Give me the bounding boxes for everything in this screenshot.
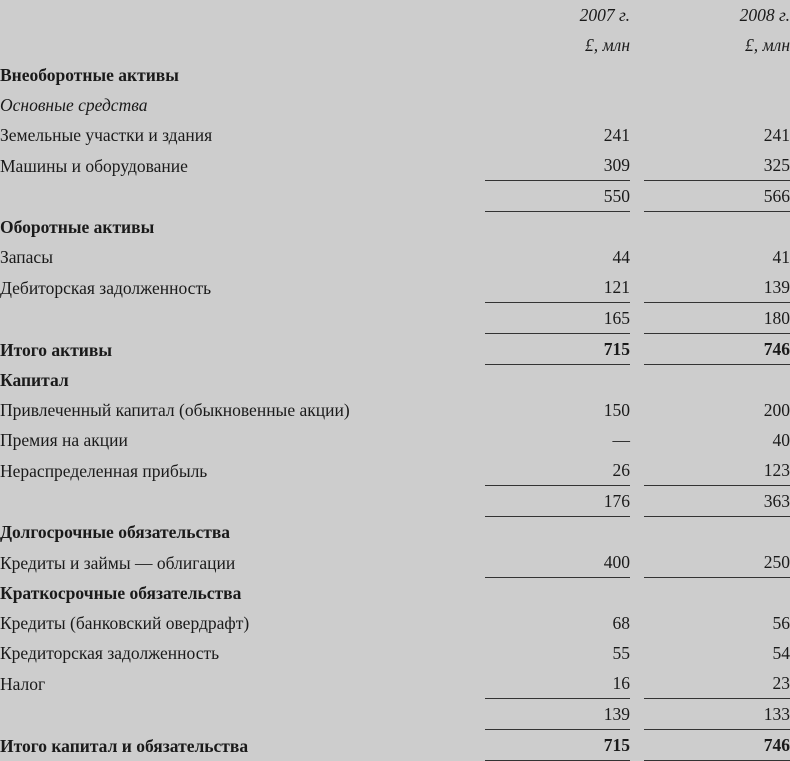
row-value-y1 xyxy=(485,668,644,699)
table-row xyxy=(0,242,790,272)
row-value-y2 xyxy=(644,150,790,181)
row-value-text: 150 xyxy=(603,400,630,420)
table-row xyxy=(0,699,790,730)
row-value-text: 139 xyxy=(485,699,630,730)
row-value-text: 139 xyxy=(644,272,790,303)
header-row-unit xyxy=(0,30,790,60)
table-row xyxy=(0,547,790,578)
table-row xyxy=(0,455,790,486)
row-value-text: 121 xyxy=(485,272,630,303)
row-value-text: 746 xyxy=(644,334,790,365)
row-value-y2 xyxy=(644,303,790,334)
row-value-y2 xyxy=(644,334,790,365)
row-label: Основные средства xyxy=(0,95,148,115)
header-year1-period-text: 2007 г. xyxy=(579,5,630,25)
table-body xyxy=(0,60,790,761)
row-value-y1 xyxy=(485,272,644,303)
row-label: Нераспределенная прибыль xyxy=(0,460,208,481)
row-value-y2 xyxy=(644,486,790,517)
table-row xyxy=(0,578,790,608)
header-year1-unit xyxy=(485,30,644,60)
row-value-y1 xyxy=(485,120,644,150)
row-value-y2 xyxy=(644,365,790,395)
row-value-y1 xyxy=(485,60,644,90)
row-value-y1 xyxy=(485,699,644,730)
row-value-y2 xyxy=(644,181,790,212)
row-value-y2 xyxy=(644,730,790,761)
row-value-y1 xyxy=(485,547,644,578)
header-unit-blank xyxy=(0,30,485,60)
row-value-y1 xyxy=(485,365,644,395)
row-value-text: 16 xyxy=(485,668,630,699)
row-value-text: 54 xyxy=(772,643,790,663)
table-row xyxy=(0,334,790,365)
row-value-text: — xyxy=(612,430,630,450)
table-row xyxy=(0,181,790,212)
row-value-text: 133 xyxy=(644,699,790,730)
row-value-y1 xyxy=(485,638,644,668)
table-row xyxy=(0,517,790,547)
row-value-y1 xyxy=(485,486,644,517)
row-value-text: 400 xyxy=(485,547,630,578)
row-value-text: 180 xyxy=(644,303,790,334)
table-row xyxy=(0,425,790,455)
row-label: Долгосрочные обязательства xyxy=(0,522,231,542)
row-value-y1 xyxy=(485,395,644,425)
row-value-y1 xyxy=(485,425,644,455)
table-row xyxy=(0,395,790,425)
row-value-y2 xyxy=(644,455,790,486)
row-value-y2 xyxy=(644,699,790,730)
header-year2-period xyxy=(644,0,790,30)
row-value-text: 41 xyxy=(772,247,790,267)
table-row xyxy=(0,638,790,668)
row-value-y2 xyxy=(644,395,790,425)
table-row xyxy=(0,150,790,181)
row-label: Капитал xyxy=(0,370,69,390)
row-label: Налог xyxy=(0,673,46,694)
row-value-y2 xyxy=(644,120,790,150)
row-label: Краткосрочные обязательства xyxy=(0,583,242,603)
table-row xyxy=(0,486,790,517)
row-value-text: 165 xyxy=(485,303,630,334)
row-value-text: 44 xyxy=(612,247,630,267)
row-value-y1 xyxy=(485,90,644,120)
row-value-y1 xyxy=(485,212,644,242)
row-value-text: 55 xyxy=(612,643,630,663)
row-value-text: 40 xyxy=(772,430,790,450)
row-value-text: 309 xyxy=(485,150,630,181)
row-value-y1 xyxy=(485,730,644,761)
row-label: Кредиторская задолженность xyxy=(0,643,220,663)
row-value-y2 xyxy=(644,578,790,608)
row-value-y2 xyxy=(644,668,790,699)
row-label: Итого активы xyxy=(0,339,112,360)
row-label xyxy=(0,486,485,517)
row-label: Итого капитал и обязательства xyxy=(0,735,249,756)
row-value-y2 xyxy=(644,425,790,455)
table-row xyxy=(0,668,790,699)
row-value-y1 xyxy=(485,181,644,212)
row-value-y1 xyxy=(485,455,644,486)
row-value-y2 xyxy=(644,517,790,547)
row-label: Оборотные активы xyxy=(0,217,155,237)
row-value-text: 715 xyxy=(485,334,630,365)
row-value-text: 56 xyxy=(772,613,790,633)
table-header xyxy=(0,0,790,60)
row-value-y2 xyxy=(644,212,790,242)
row-label xyxy=(0,181,485,212)
row-value-y1 xyxy=(485,578,644,608)
row-value-y1 xyxy=(485,517,644,547)
table-row xyxy=(0,120,790,150)
row-value-y1 xyxy=(485,334,644,365)
row-label xyxy=(0,303,485,334)
row-value-y2 xyxy=(644,242,790,272)
row-label: Запасы xyxy=(0,247,53,267)
table-row xyxy=(0,303,790,334)
row-value-text: 241 xyxy=(763,125,790,145)
row-label: Земельные участки и здания xyxy=(0,125,213,145)
row-value-text: 363 xyxy=(644,486,790,517)
table-row xyxy=(0,730,790,761)
row-label: Премия на акции xyxy=(0,430,128,450)
row-value-text: 325 xyxy=(644,150,790,181)
row-label: Машины и оборудование xyxy=(0,155,188,176)
row-value-text: 550 xyxy=(485,181,630,212)
row-value-text: 68 xyxy=(612,613,630,633)
row-value-y2 xyxy=(644,638,790,668)
table-row xyxy=(0,608,790,638)
row-value-y2 xyxy=(644,608,790,638)
table-row xyxy=(0,365,790,395)
table-row xyxy=(0,60,790,90)
table-row xyxy=(0,90,790,120)
header-year1-period xyxy=(485,0,644,30)
row-value-text: 746 xyxy=(644,730,790,761)
row-label: Внеоборотные активы xyxy=(0,65,179,85)
row-value-text: 566 xyxy=(644,181,790,212)
row-value-y2 xyxy=(644,90,790,120)
header-year1-unit-text: £, млн xyxy=(585,35,630,55)
row-value-y2 xyxy=(644,272,790,303)
row-value-y2 xyxy=(644,547,790,578)
row-value-y1 xyxy=(485,150,644,181)
row-value-text: 241 xyxy=(603,125,630,145)
table-row xyxy=(0,212,790,242)
row-label: Привлеченный капитал (обыкновенные акции) xyxy=(0,400,350,420)
row-value-y1 xyxy=(485,608,644,638)
row-label xyxy=(0,699,485,730)
row-value-text: 250 xyxy=(644,547,790,578)
row-value-text: 176 xyxy=(485,486,630,517)
header-row-period xyxy=(0,0,790,30)
row-label: Кредиты (банковский овердрафт) xyxy=(0,613,250,633)
row-value-y1 xyxy=(485,303,644,334)
row-label: Кредиты и займы — облигации xyxy=(0,552,236,573)
table-row xyxy=(0,272,790,303)
row-value-text: 23 xyxy=(644,668,790,699)
row-value-text: 200 xyxy=(763,400,790,420)
header-label-blank xyxy=(0,0,485,30)
header-year2-period-text: 2008 г. xyxy=(739,5,790,25)
row-value-y1 xyxy=(485,242,644,272)
row-value-text: 26 xyxy=(485,455,630,486)
row-value-text: 715 xyxy=(485,730,630,761)
header-year2-unit-text: £, млн xyxy=(745,35,790,55)
header-year2-unit xyxy=(644,30,790,60)
row-value-y2 xyxy=(644,60,790,90)
row-label: Дебиторская задолженность xyxy=(0,277,212,298)
row-value-text: 123 xyxy=(644,455,790,486)
